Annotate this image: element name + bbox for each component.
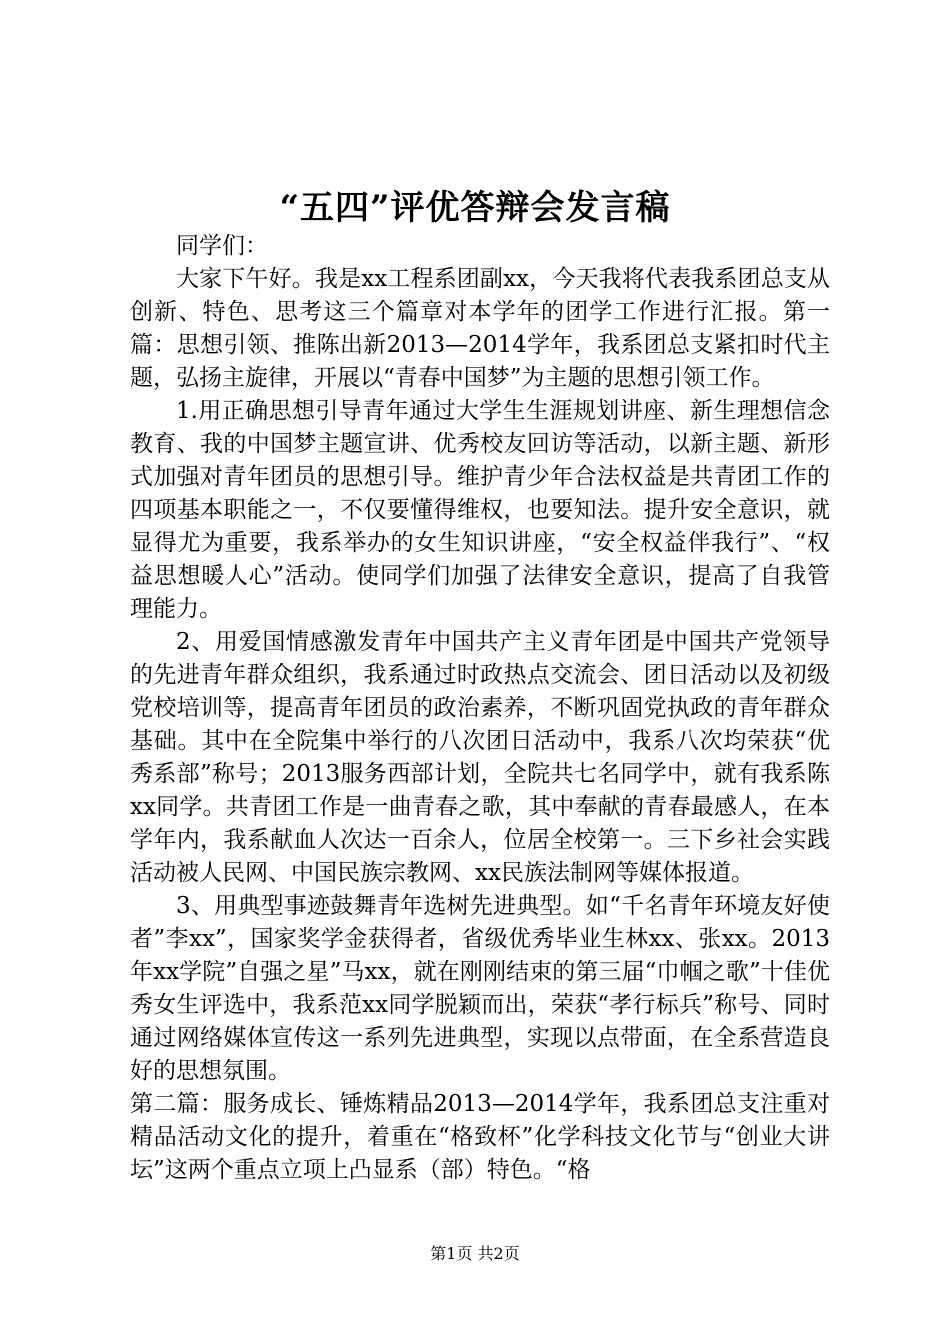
paragraph-greeting: 同学们： xyxy=(176,233,268,259)
page-footer: 第1页 共2页 xyxy=(430,1244,520,1263)
document-title: “五四”评优答辩会发言稿 xyxy=(279,188,671,228)
paragraph-part-two: 第二篇：服务成长、锤炼精品2013—2014学年，我系团总支注重对精品活动文化的提升，着重在“格致杯”化学科技文化节与“创业大讲坛”这两个重点立项上凸显系（部）特色。“格 xyxy=(130,1091,830,1183)
paragraph-section-1: 1.用正确思想引导青年通过大学生生涯规划讲座、新生理想信念教育、我的中国梦主题宣讲、优秀校友回访等活动，以新主题、新形式加强对青年团员的思想引导。维护青少年合法权益是共青团工作的四项基本职能之一，不仅要懂得维权，也要知法。提升安全意识，就显得尤为重要，我系举办的女生知识讲座，“安全权益伴我行”、“权益思想暖人心”活动。使同学们加强了法律安全意识，提高了自我管理能力。 xyxy=(130,398,830,622)
paragraph-intro: 大家下午好。我是xx工程系团副xx，今天我将代表我系团总支从创新、特色、思考这三个篇章对本学年的团学工作进行汇报。第一篇：思想引领、推陈出新2013—2014学年，我系团总支紧扣时代主题，弘扬主旋律，开展以“青春中国梦”为主题的思想引领工作。 xyxy=(130,266,830,391)
paragraph-section-2: 2、用爱国情感激发青年中国共产主义青年团是中国共产党领导的先进青年群众组织，我系通过时政热点交流会、团日活动以及初级党校培训等，提高青年团员的政治素养，不断巩固党执政的青年群众基础。其中在全院集中举行的八次团日活动中，我系八次均荣获“优秀系部”称号；2013服务西部计划，全院共七名同学中，就有我系陈xx同学。共青团工作是一曲青春之歌，其中奉献的青春最感人，在本学年内，我系献血人次达一百余人，位居全校第一。三下乡社会实践活动被人民网、中国民族宗教网、xx民族法制网等媒体报道。 xyxy=(130,629,830,886)
paragraph-section-3: 3、用典型事迹鼓舞青年选树先进典型。如“千名青年环境友好使者”李xx”，国家奖学金获得者，省级优秀毕业生林xx、张xx。2013年xx学院”自强之星”马xx，就在刚刚结束的第三届“巾帼之歌”十佳优秀女生评选中，我系范xx同学脱颖而出，荣获“孝行标兵”称号、同时通过网络媒体宣传这一系列先进典型，实现以点带面，在全系营造良好的思想氛围。 xyxy=(130,893,830,1084)
document-body xyxy=(130,230,830,1187)
